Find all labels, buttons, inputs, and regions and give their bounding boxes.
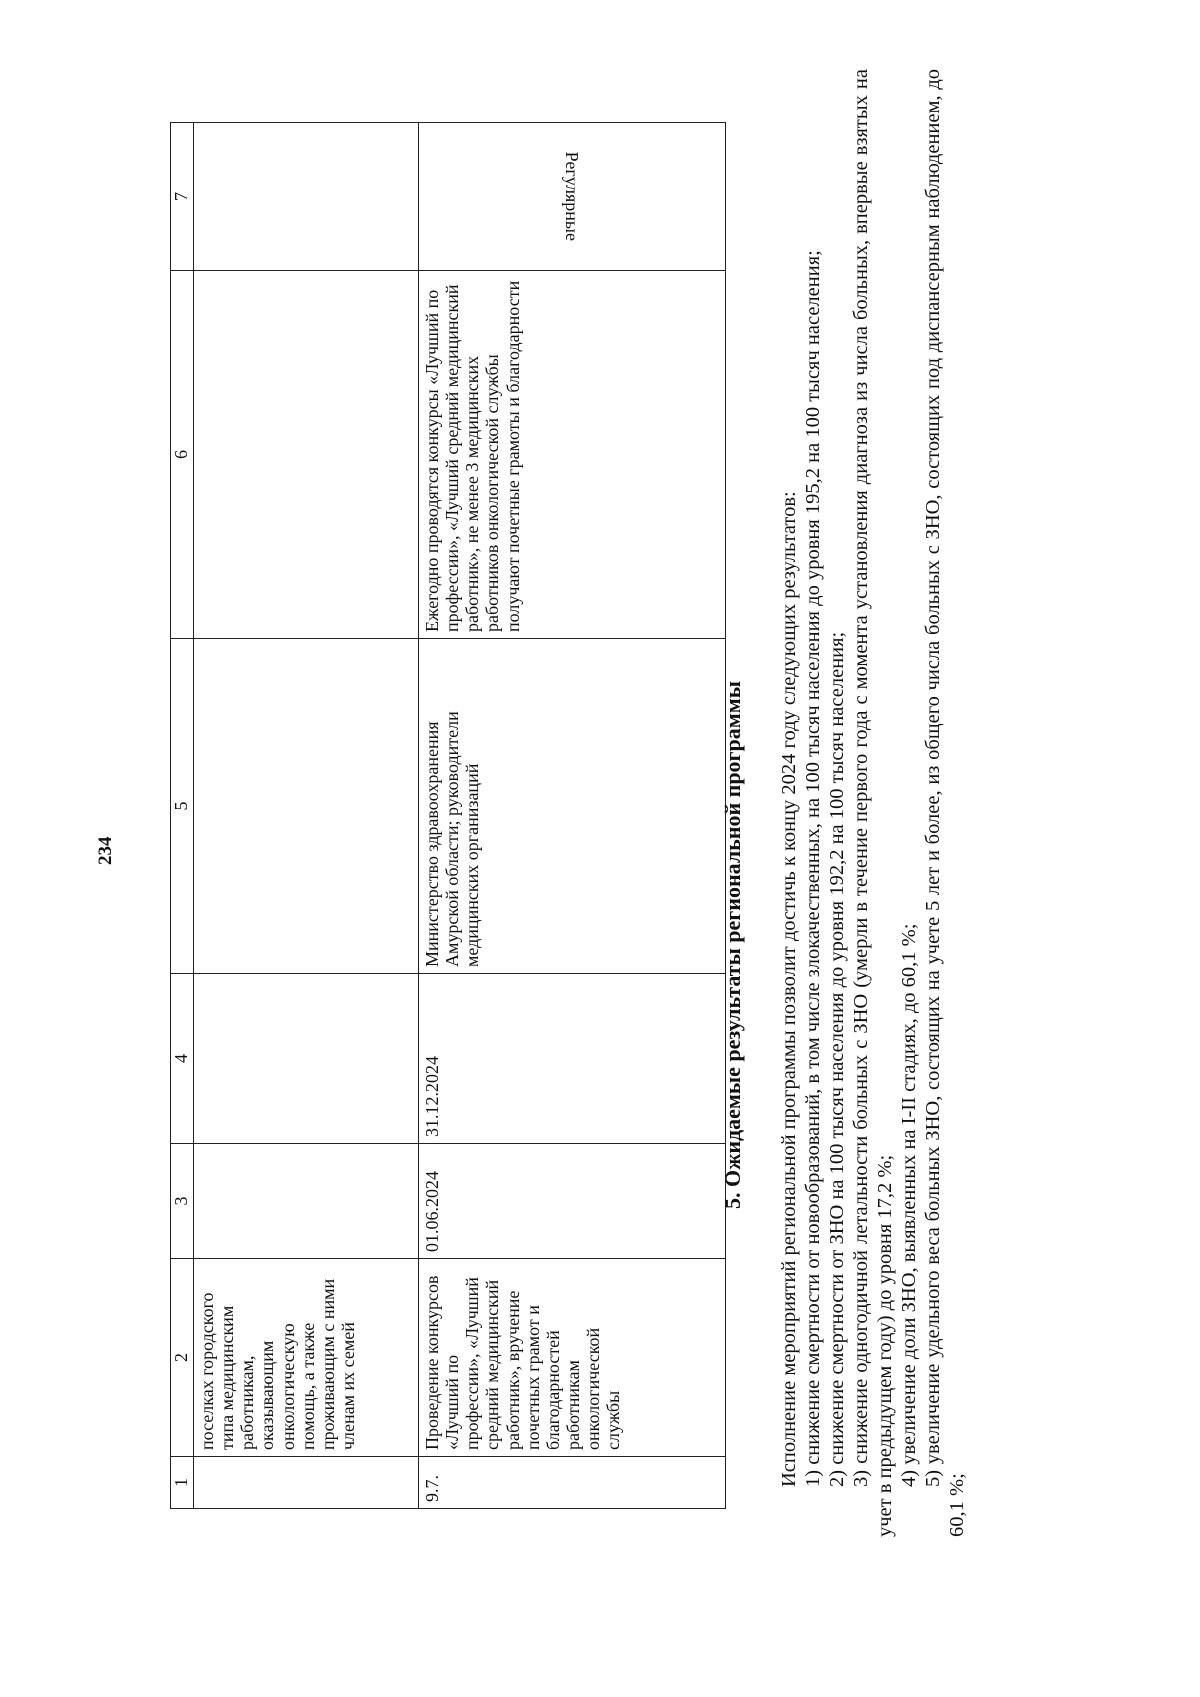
table-header-cell: 6	[171, 271, 194, 639]
responsible-cell: Министерство здравоохранения Амурской области; руководители медицинских организаций	[419, 639, 726, 974]
table-header-cell: 4	[171, 974, 194, 1144]
result-item: 4) увеличение доли ЗНО, выявленных на I-II стадиях, до 60,1 %;	[897, 923, 920, 1487]
section-title: 5. Ожидаемые результаты региональной программы	[720, 681, 745, 1209]
start-date-cell: 01.06.2024	[419, 1144, 726, 1259]
frequency-cell	[194, 123, 419, 271]
table-row	[194, 123, 419, 1509]
row-number-cell	[194, 1457, 419, 1509]
activity-cell: поселках городского типа медицинским работникам, оказывающим онкологическую помощь, а также проживающим с ними членам их семей	[194, 1259, 419, 1457]
result-item: 1) снижение смертности от новообразований, в том числе злокачественных, на 100 тысяч населения до уровня 195,2 на 100 тысяч населения;	[801, 250, 824, 1487]
table-row	[419, 123, 726, 1509]
table-header-cell: 7	[171, 123, 194, 271]
result-item: 2) снижение смертности от ЗНО на 100 тысяч населения до уровня 192,2 на 100 тысяч населения;	[825, 631, 848, 1487]
expected-results-text	[778, 69, 970, 1537]
result-cell: Ежегодно проводятся конкурсы «Лучший по профессии», «Лучший средний медицинский работник», не менее 3 медицинских работников онкологической службы получают почетные грамоты и благодарности	[419, 271, 726, 639]
table-header-cell: 5	[171, 639, 194, 974]
table-header-cell: 3	[171, 1144, 194, 1259]
frequency-text: Регулярные	[562, 151, 583, 242]
intro-paragraph: Исполнение мероприятий региональной программы позволит достичь к концу 2024 году следующих результатов:	[778, 491, 800, 1487]
responsible-cell	[194, 639, 419, 974]
activities-table	[170, 122, 726, 1509]
frequency-cell	[419, 123, 726, 271]
table-header-cell: 1	[171, 1457, 194, 1509]
table-header-row	[171, 123, 194, 1509]
result-item: 3) снижение одногодичной летальности больных с ЗНО (умерли в течение первого года с момента установления диагноза из числа больных, впервые взятых на учет в предыдущем году) до уровня 17,2 %;	[849, 69, 896, 1537]
page-number: 234	[95, 836, 116, 865]
row-number-cell: 9.7.	[419, 1457, 726, 1509]
activity-cell: Проведение конкурсов «Лучший по профессии», «Лучший средний медицинский работник», вручение почетных грамот и благодарностей работникам онкологической службы	[419, 1259, 726, 1457]
end-date-cell: 31.12.2024	[419, 974, 726, 1144]
start-date-cell	[194, 1144, 419, 1259]
result-cell	[194, 271, 419, 639]
table-header-cell: 2	[171, 1259, 194, 1457]
end-date-cell	[194, 974, 419, 1144]
result-item: 5) увеличение удельного веса больных ЗНО, состоящих на учете 5 лет и более, из общего числа больных с ЗНО, состоящих под диспансерным наблюдением, до 60,1 %;	[921, 69, 968, 1537]
